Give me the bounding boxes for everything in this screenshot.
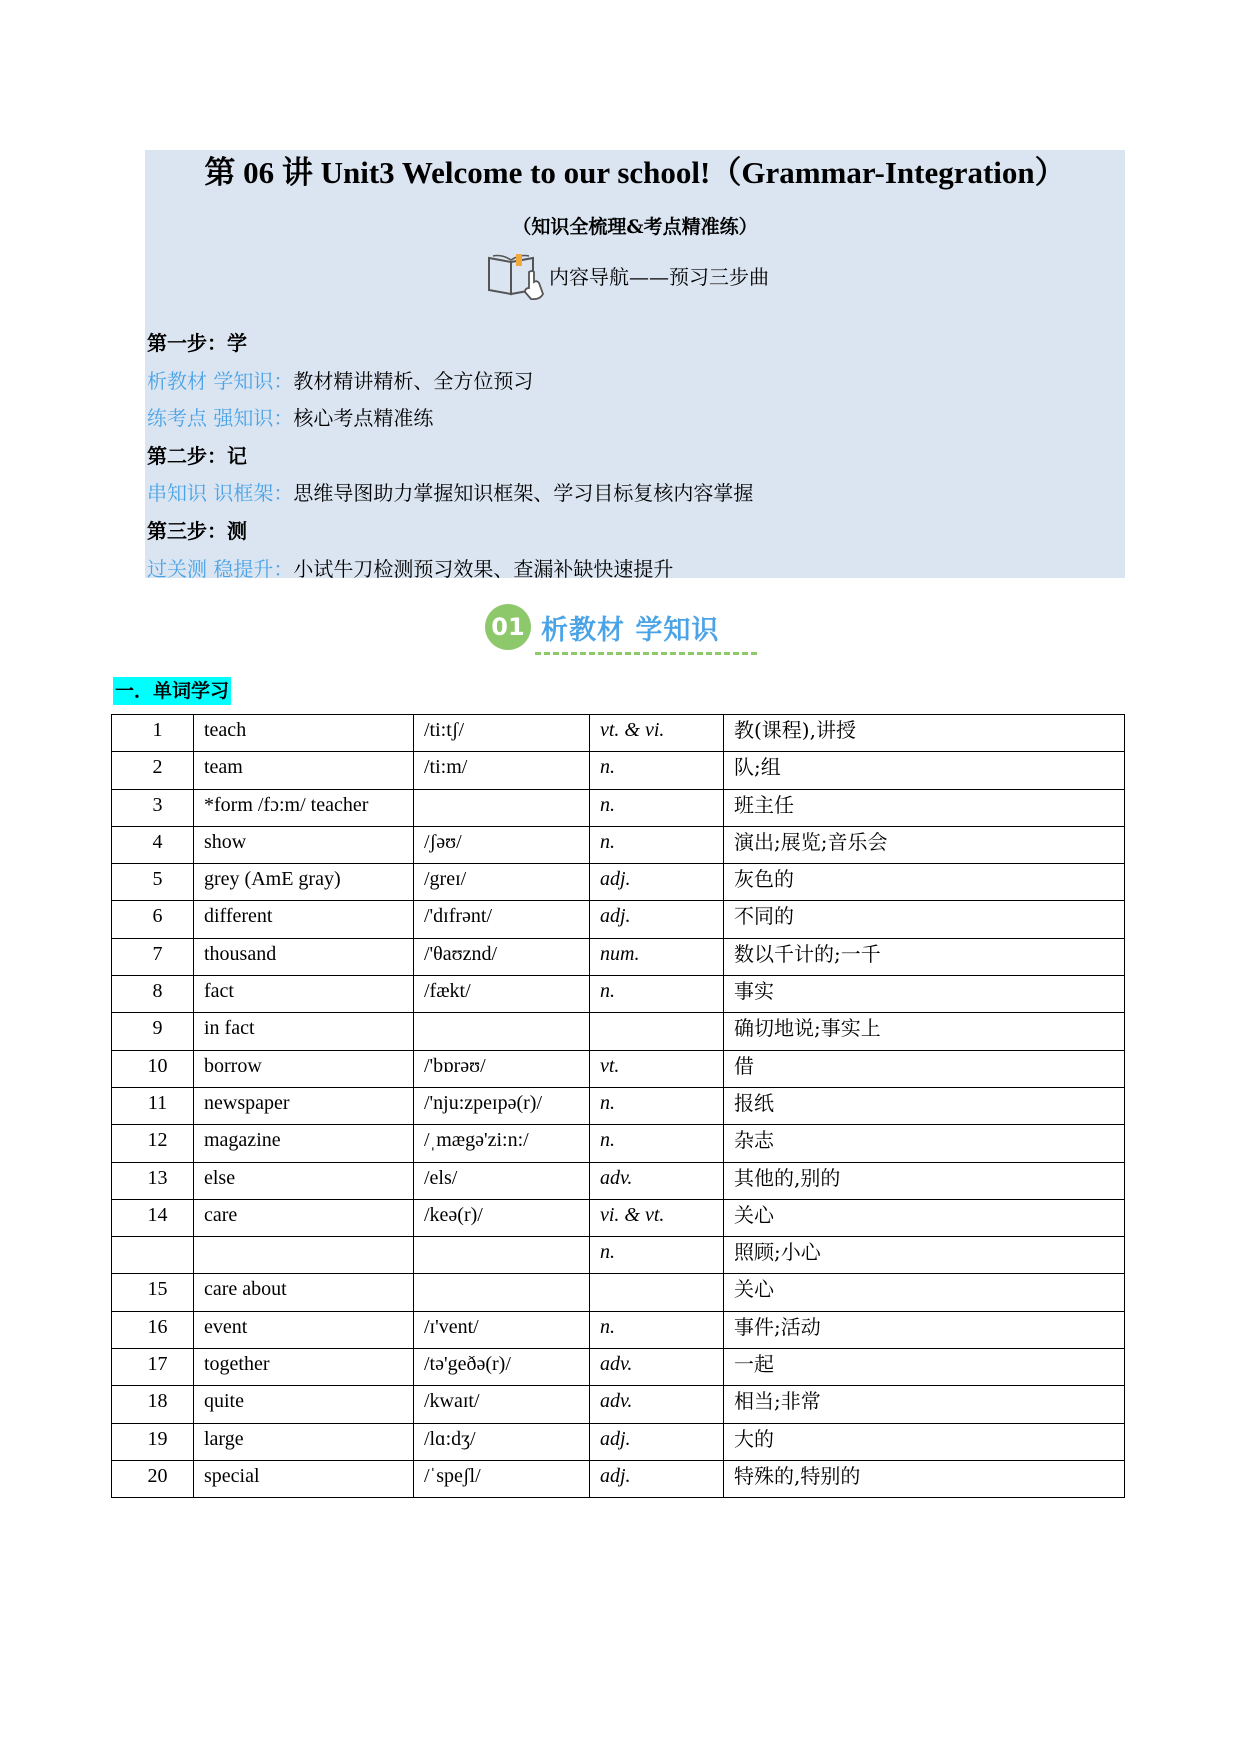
cell-word: different [194, 901, 414, 938]
cell-word: care [194, 1199, 414, 1236]
page-subtitle: （知识全梳理&考点精准练） [512, 216, 758, 238]
cell-phonetic: /ˈspeʃl/ [414, 1460, 590, 1497]
vocabulary-table [111, 714, 1125, 1498]
cell-pos: adj. [590, 1423, 724, 1460]
cell-phonetic: /ti:m/ [414, 752, 590, 789]
cell-word: grey (AmE gray) [194, 864, 414, 901]
cell-no: 7 [112, 938, 194, 975]
step-two-heading: 第二步：记 [147, 443, 247, 468]
table-row [112, 864, 1125, 901]
cell-meaning: 队;组 [724, 752, 1125, 789]
cell-no: 18 [112, 1386, 194, 1423]
cell-meaning: 数以千计的;一千 [724, 938, 1125, 975]
cell-no: 1 [112, 715, 194, 752]
table-row [112, 1237, 1125, 1274]
cell-phonetic [414, 1274, 590, 1311]
cell-meaning: 事件;活动 [724, 1311, 1125, 1348]
cell-phonetic: /'nju:zpeɪpə(r)/ [414, 1087, 590, 1124]
cell-word: special [194, 1460, 414, 1497]
step-item: 串知识 识框架：思维导图助力掌握知识框架、学习目标复核内容掌握 [147, 481, 754, 506]
cell-pos: n. [590, 1125, 724, 1162]
page-title: 第 06 讲 Unit3 Welcome to our school!（Grammar-Integration） [204, 155, 1066, 190]
step-three-heading: 第三步：测 [147, 518, 247, 543]
cell-word: care about [194, 1274, 414, 1311]
table-row [112, 976, 1125, 1013]
cell-phonetic: /'bɒrəʊ/ [414, 1050, 590, 1087]
step-item: 练考点 强知识：核心考点精准练 [147, 406, 434, 431]
table-row [112, 1423, 1125, 1460]
cell-phonetic: /'θaʊznd/ [414, 938, 590, 975]
table-row [112, 901, 1125, 938]
cell-pos [590, 1013, 724, 1050]
table-row [112, 1311, 1125, 1348]
table-row [112, 1460, 1125, 1497]
cell-phonetic: /ɪ'vent/ [414, 1311, 590, 1348]
table-row [112, 1162, 1125, 1199]
cell-meaning: 灰色的 [724, 864, 1125, 901]
book-pointer-icon [485, 250, 547, 300]
cell-no: 11 [112, 1087, 194, 1124]
cell-no: 13 [112, 1162, 194, 1199]
cell-phonetic [414, 1013, 590, 1050]
cell-no: 8 [112, 976, 194, 1013]
cell-pos: vt. & vi. [590, 715, 724, 752]
cell-word: thousand [194, 938, 414, 975]
cell-meaning: 借 [724, 1050, 1125, 1087]
badge-underline [535, 652, 757, 655]
cell-no: 14 [112, 1199, 194, 1236]
cell-meaning: 报纸 [724, 1087, 1125, 1124]
cell-pos: adv. [590, 1162, 724, 1199]
table-row [112, 789, 1125, 826]
cell-phonetic [414, 1237, 590, 1274]
cell-pos: n. [590, 789, 724, 826]
cell-pos: n. [590, 826, 724, 863]
table-row [112, 1274, 1125, 1311]
cell-phonetic: /tə'geðə(r)/ [414, 1349, 590, 1386]
table-row [112, 1013, 1125, 1050]
cell-no: 17 [112, 1349, 194, 1386]
cell-no: 16 [112, 1311, 194, 1348]
cell-word: quite [194, 1386, 414, 1423]
cell-meaning: 特殊的,特别的 [724, 1460, 1125, 1497]
cell-pos: adj. [590, 901, 724, 938]
cell-no: 3 [112, 789, 194, 826]
cell-no: 10 [112, 1050, 194, 1087]
cell-pos: adj. [590, 1460, 724, 1497]
cell-word: show [194, 826, 414, 863]
cell-word: magazine [194, 1125, 414, 1162]
table-row [112, 1386, 1125, 1423]
section-heading: 一．单词学习 [113, 677, 231, 705]
step-item: 析教材 学知识：教材精讲精析、全方位预习 [147, 368, 534, 393]
cell-meaning: 相当;非常 [724, 1386, 1125, 1423]
cell-no: 15 [112, 1274, 194, 1311]
cell-phonetic [414, 789, 590, 826]
cell-no: 6 [112, 901, 194, 938]
cell-no: 12 [112, 1125, 194, 1162]
cell-meaning: 大的 [724, 1423, 1125, 1460]
cell-word: together [194, 1349, 414, 1386]
cell-meaning: 演出;展览;音乐会 [724, 826, 1125, 863]
cell-pos: adv. [590, 1349, 724, 1386]
cell-word: else [194, 1162, 414, 1199]
badge-title: 析教材 学知识 [541, 614, 720, 646]
table-row [112, 752, 1125, 789]
cell-pos: adv. [590, 1386, 724, 1423]
cell-pos [590, 1274, 724, 1311]
cell-word: newspaper [194, 1087, 414, 1124]
section-badge [485, 598, 719, 656]
cell-phonetic: /keə(r)/ [414, 1199, 590, 1236]
table-row [112, 1087, 1125, 1124]
cell-phonetic: /ˌmægə'zi:n:/ [414, 1125, 590, 1162]
table-row [112, 1199, 1125, 1236]
step-item: 过关测 稳提升：小试牛刀检测预习效果、查漏补缺快速提升 [147, 556, 674, 581]
cell-no [112, 1237, 194, 1274]
cell-meaning: 杂志 [724, 1125, 1125, 1162]
cell-meaning: 不同的 [724, 901, 1125, 938]
cell-phonetic: /greɪ/ [414, 864, 590, 901]
cell-pos: n. [590, 1087, 724, 1124]
cell-pos: vi. & vt. [590, 1199, 724, 1236]
cell-word: borrow [194, 1050, 414, 1087]
cell-no: 19 [112, 1423, 194, 1460]
cell-phonetic: /kwaɪt/ [414, 1386, 590, 1423]
table-row [112, 715, 1125, 752]
cell-meaning: 教(课程),讲授 [724, 715, 1125, 752]
cell-word: *form /fɔ:m/ teacher [194, 789, 414, 826]
cell-word: fact [194, 976, 414, 1013]
cell-no: 20 [112, 1460, 194, 1497]
table-row [112, 826, 1125, 863]
table-row [112, 1050, 1125, 1087]
cell-meaning: 照顾;小心 [724, 1237, 1125, 1274]
cell-phonetic: /els/ [414, 1162, 590, 1199]
table-row [112, 1125, 1125, 1162]
cell-no: 4 [112, 826, 194, 863]
cell-word: team [194, 752, 414, 789]
cell-pos: n. [590, 1237, 724, 1274]
content-navigation [485, 250, 769, 300]
cell-pos: vt. [590, 1050, 724, 1087]
cell-phonetic: /lɑ:dʒ/ [414, 1423, 590, 1460]
cell-pos: n. [590, 752, 724, 789]
cell-word [194, 1237, 414, 1274]
cell-meaning: 确切地说;事实上 [724, 1013, 1125, 1050]
cell-meaning: 班主任 [724, 789, 1125, 826]
cell-no: 2 [112, 752, 194, 789]
cell-word: large [194, 1423, 414, 1460]
cell-meaning: 关心 [724, 1274, 1125, 1311]
cell-phonetic: /ti:tʃ/ [414, 715, 590, 752]
cell-pos: adj. [590, 864, 724, 901]
cell-meaning: 事实 [724, 976, 1125, 1013]
cell-phonetic: /fækt/ [414, 976, 590, 1013]
cell-pos: n. [590, 976, 724, 1013]
step-list [147, 325, 753, 588]
cell-word: teach [194, 715, 414, 752]
cell-meaning: 其他的,别的 [724, 1162, 1125, 1199]
step-one-heading: 第一步：学 [147, 331, 247, 355]
table-row [112, 938, 1125, 975]
cell-no: 9 [112, 1013, 194, 1050]
cell-word: event [194, 1311, 414, 1348]
table-row [112, 1349, 1125, 1386]
cell-no: 5 [112, 864, 194, 901]
badge-number: 01 [485, 604, 531, 650]
cell-meaning: 关心 [724, 1199, 1125, 1236]
cell-word: in fact [194, 1013, 414, 1050]
navigation-label: 内容导航——预习三步曲 [549, 264, 769, 289]
cell-meaning: 一起 [724, 1349, 1125, 1386]
cell-phonetic: /'dɪfrənt/ [414, 901, 590, 938]
cell-pos: n. [590, 1311, 724, 1348]
cell-pos: num. [590, 938, 724, 975]
cell-phonetic: /ʃəʊ/ [414, 826, 590, 863]
